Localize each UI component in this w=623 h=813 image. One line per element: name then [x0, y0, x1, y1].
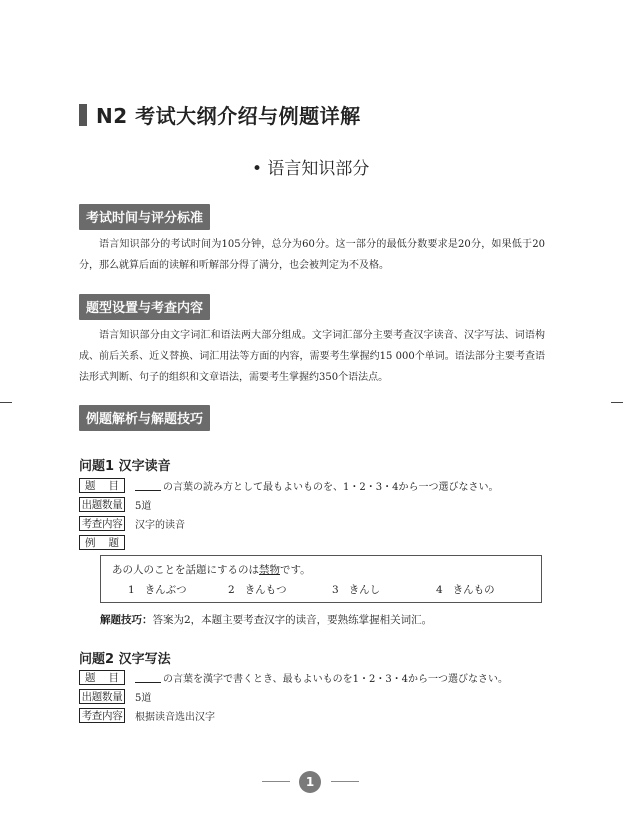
option-1-number: 1	[128, 584, 135, 596]
question2-count: 5道	[135, 693, 152, 704]
label-topic-char2: 目	[108, 672, 119, 684]
label-example-char2: 题	[108, 537, 119, 549]
footer-rule-left	[262, 781, 290, 782]
section-heading-question-types: 题型设置与考查内容	[79, 294, 210, 320]
option-3-number: 3	[332, 584, 339, 596]
section-heading-exam-time: 考试时间与评分标准	[79, 204, 210, 230]
section-heading-examples: 例题解析与解题技巧	[79, 405, 210, 431]
question2-content-row	[79, 707, 215, 724]
tip-label: 解题技巧：	[100, 614, 153, 626]
question1-example-row	[79, 534, 135, 551]
label-example-char1: 例	[85, 537, 96, 549]
option-3	[332, 582, 380, 597]
section-body-exam-time: 语言知识部分的考试时间为105分钟，总分为60分。这一部分的最低分数要求是20分，如果低于20分，那么就算后面的读解和听解部分得了满分，也会被判定为不及格。	[79, 239, 545, 271]
label-content: 考查内容	[79, 516, 125, 531]
question1-instruction: の言葉の読み方として最もよいものを、1・2・3・4から一つ選びなさい。	[163, 482, 499, 493]
label-topic-char1: 题	[85, 480, 96, 492]
crop-mark-left	[0, 402, 12, 403]
example-sentence-prefix: あの人のことを話題にするのは	[112, 564, 259, 576]
option-2-text: きんもつ	[244, 584, 287, 596]
solving-tip	[100, 612, 432, 627]
question2-title: 问题2 汉字写法	[79, 652, 171, 667]
question2-count-row	[79, 688, 151, 705]
tip-text: 答案为2，本题主要考查汉字的读音，要熟练掌握相关词汇。	[152, 614, 433, 626]
option-3-text: きんし	[348, 584, 381, 596]
question1-count: 5道	[135, 501, 152, 512]
label-topic-char1: 题	[85, 672, 96, 684]
question1-topic-row	[79, 477, 498, 494]
example-sentence-suffix: です。	[280, 564, 311, 576]
section-body-question-types: 语言知识部分由文字词汇和语法两大部分组成。文字词汇部分主要考查汉字读音、汉字写法、词语构成、前后关系、近义替换、词汇用法等方面的内容，需要考生掌握约15 000个单词。语法部分主要考查语法形式判断、句子的组织和文章语法，需要考生掌握约350个语法点。	[79, 330, 545, 383]
option-1	[128, 582, 187, 597]
option-2-number: 2	[228, 584, 235, 596]
example-target-word: 禁物	[259, 564, 280, 576]
page-title: N2 考试大纲介绍与例题详解	[96, 104, 361, 128]
option-4	[436, 582, 495, 597]
question2-instruction: の言葉を漢字で書くとき、最もよいものを1・2・3・4から一つ選びなさい。	[163, 674, 509, 685]
label-topic	[79, 670, 125, 685]
label-topic-char2: 目	[108, 480, 119, 492]
example-sentence	[112, 562, 311, 577]
option-1-text: きんぶつ	[144, 584, 187, 596]
label-topic	[79, 478, 125, 493]
option-4-text: きんもの	[452, 584, 495, 596]
label-count: 出题数量	[79, 689, 125, 704]
page-number: 1	[299, 771, 321, 793]
question1-content-row	[79, 515, 185, 532]
label-example	[79, 535, 125, 550]
question1-count-row	[79, 496, 151, 513]
option-4-number: 4	[436, 584, 443, 596]
question2-topic-row	[79, 669, 508, 686]
title-accent-bar	[79, 104, 87, 126]
label-count: 出题数量	[79, 497, 125, 512]
option-2	[228, 582, 287, 597]
answer-blank	[135, 673, 161, 683]
answer-blank	[135, 481, 161, 491]
footer-rule-right	[331, 781, 359, 782]
label-content: 考查内容	[79, 708, 125, 723]
question1-title: 问题1 汉字读音	[79, 459, 171, 474]
question1-content: 汉字的读音	[135, 520, 185, 531]
crop-mark-right	[611, 402, 623, 403]
question2-content: 根据读音选出汉字	[135, 712, 215, 723]
page-subtitle: • 语言知识部分	[252, 159, 370, 179]
